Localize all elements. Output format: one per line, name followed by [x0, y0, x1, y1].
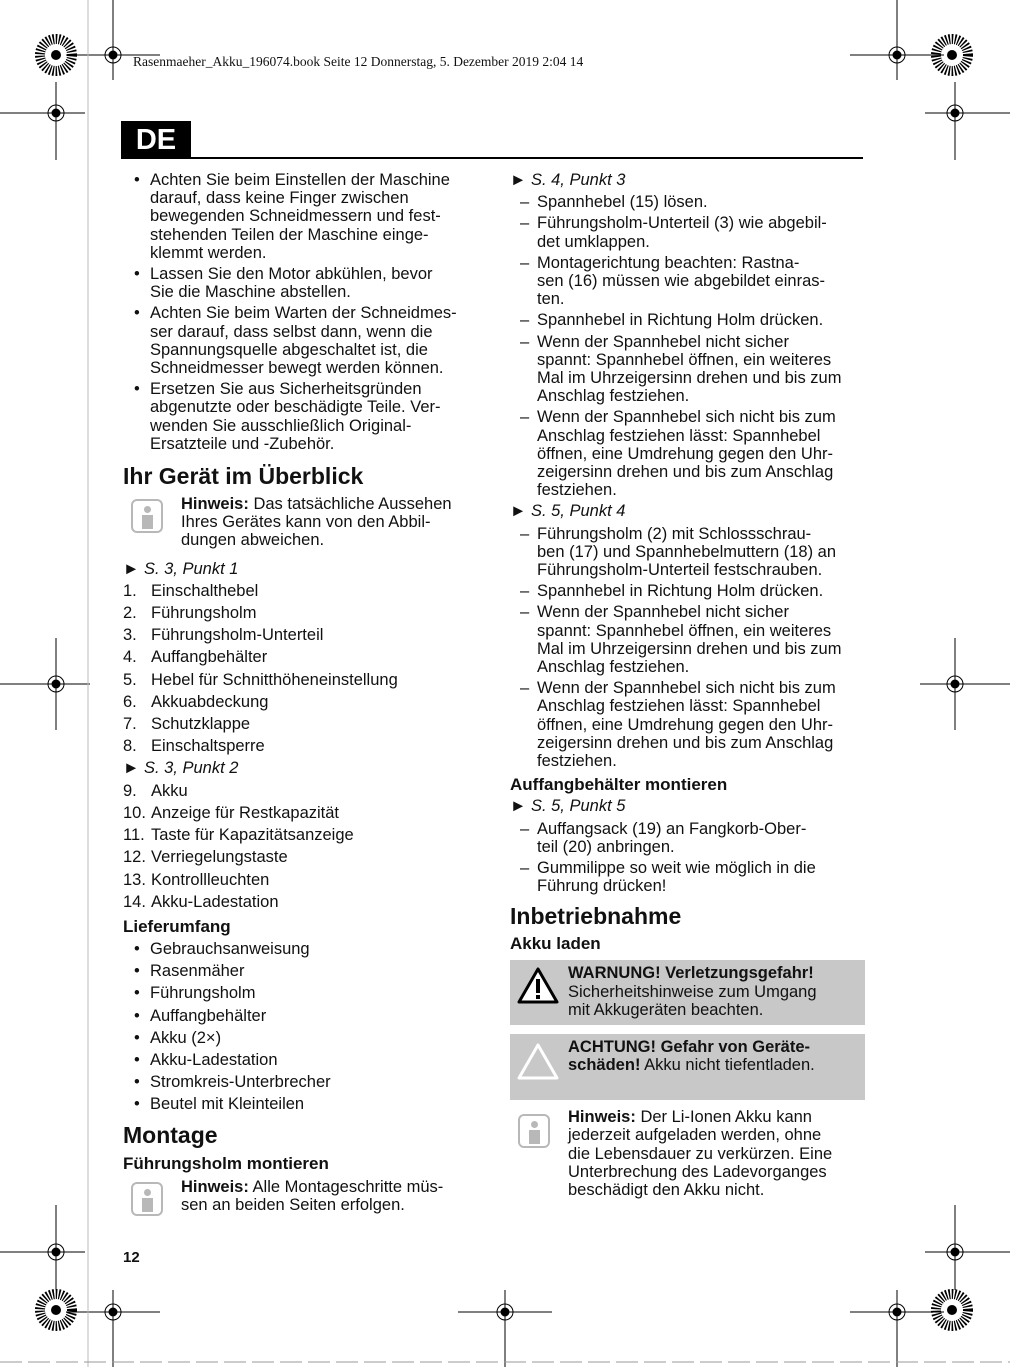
note-label: Hinweis: — [568, 1108, 636, 1127]
arrow-right-icon: ► — [510, 171, 527, 189]
caution-title: schäden! — [568, 1056, 641, 1075]
step-item: – Spannhebel (15) lösen. — [510, 193, 865, 211]
step-item: – Führungsholm (2) mit Schlossschrau- ben (17) und Spannhebelmuttern (18) an Führungsholm-Unterteil festschrauben. — [510, 525, 865, 580]
line: • Achten Sie beim Warten der Schneidmes- — [150, 304, 457, 323]
ref-text: S. 3, Punkt 2 — [143, 759, 239, 778]
line: darauf, dass keine Finger zwischen — [150, 189, 409, 208]
line: Sicherheitshinweise zum Umgang — [568, 982, 817, 1001]
line: stehenden Teilen der Maschine einge- — [150, 225, 429, 244]
line: bewegenden Schneidmessern und fest- — [150, 207, 441, 226]
list-item: 7. Schutzklappe — [123, 715, 251, 734]
info-icon — [510, 1108, 568, 1199]
list-item: 2. Führungsholm — [123, 604, 257, 623]
list-item: 9. Akku — [123, 781, 188, 800]
line: ser darauf, dass selbst dann, wenn die — [150, 322, 433, 341]
line: Schneidmesser bewegt werden können. — [150, 359, 444, 378]
steps-list-4 — [510, 525, 865, 771]
line: Unterbrechung des Ladevorganges — [568, 1162, 827, 1181]
line: jederzeit aufgeladen werden, ohne — [568, 1126, 822, 1145]
arrow-right-icon: ► — [123, 559, 140, 578]
list-item: • Führungsholm — [123, 984, 483, 1002]
step-item: – Führungsholm-Unterteil (3) wie abgebil- det umklappen. — [510, 214, 865, 250]
charge-note — [510, 1108, 865, 1199]
scope-heading: Lieferumfang — [123, 916, 231, 936]
line: Ersatzteile und -Zubehör. — [150, 434, 335, 453]
steps-list-5 — [510, 820, 865, 896]
list-item: 13. Kontrollleuchten — [123, 870, 270, 889]
caution-title: ACHTUNG! Gefahr von Geräte- — [568, 1037, 811, 1056]
step-item: – Wenn der Spannhebel nicht sicher spannt: Spannhebel öffnen, ein weiteres Mal im Uhrzeigersinn drehen und bis zum Anschlag festziehen. — [510, 333, 865, 406]
step-item: – Wenn der Spannhebel nicht sicher spannt: Spannhebel öffnen, ein weiteres Mal im Uhrzeigersinn drehen und bis zum Anschlag festziehen. — [510, 603, 865, 676]
safety-bullet — [123, 304, 483, 377]
line: • Lassen Sie den Motor abkühlen, bevor — [150, 265, 433, 284]
steps-list-3 — [510, 193, 865, 499]
safety-bullet — [123, 380, 483, 453]
step-item: – Spannhebel in Richtung Holm drücken. — [510, 582, 865, 600]
list-item: • Rasenmäher — [123, 962, 483, 980]
ref-text: S. 5, Punkt 4 — [530, 502, 626, 521]
line: abgenutzte oder beschädigte Teile. Ver- — [150, 398, 441, 417]
safety-bullet — [123, 171, 483, 262]
list-item: • Beutel mit Kleinteilen — [123, 1095, 483, 1113]
caution-text: Akku nicht tiefentladen. — [644, 1056, 815, 1075]
overview-note — [123, 495, 483, 550]
list-item: • Akku (2×) — [123, 1029, 483, 1047]
line: klemmt werden. — [150, 243, 267, 262]
language-tab: DE — [121, 121, 191, 159]
arrow-right-icon: ► — [123, 759, 140, 778]
step-item: – Wenn der Spannhebel sich nicht bis zum Anschlag festziehen lässt: Spannhebel öffnen, eine Umdrehung gegen den Uhr- zeigersinn drehen und bis zum Anschlag festziehen. — [510, 408, 865, 499]
figure-ref — [510, 502, 865, 520]
figure-ref — [510, 171, 865, 189]
list-item: 14. Akku-Ladestation — [123, 892, 279, 911]
list-item: • Auffangbehälter — [123, 1007, 483, 1025]
warning-icon — [510, 964, 568, 1019]
step-item: – Auffangsack (19) an Fangkorb-Ober- teil (20) anbringen. — [510, 820, 865, 856]
holm-heading: Führungsholm montieren — [123, 1153, 329, 1173]
parts-list-1 — [123, 582, 483, 756]
warning-title: WARNUNG! Verletzungsgefahr! — [568, 964, 814, 983]
holm-note — [123, 1178, 483, 1216]
step-item: – Spannhebel in Richtung Holm drücken. — [510, 311, 865, 329]
line: wenden Sie ausschließlich Original- — [150, 416, 412, 435]
list-item: 11. Taste für Kapazitätsanzeige — [123, 826, 354, 845]
list-item: 1. Einschalthebel — [123, 581, 259, 600]
warning-box — [510, 960, 865, 1025]
list-item: 8. Einschaltsperre — [123, 737, 265, 756]
list-item: 3. Führungsholm-Unterteil — [123, 626, 324, 645]
list-item: 12. Verriegelungstaste — [123, 848, 288, 867]
line: mit Akkugeräten beachten. — [568, 1000, 764, 1019]
caution-icon — [510, 1038, 568, 1086]
figure-ref — [123, 759, 483, 777]
line: Spannungsquelle abgeschaltet ist, die — [150, 340, 428, 359]
line: Sie die Maschine abstellen. — [150, 283, 351, 302]
info-icon — [123, 495, 181, 550]
list-item: • Stromkreis-Unterbrecher — [123, 1073, 483, 1091]
list-item: 4. Auffangbehälter — [123, 648, 268, 667]
arrow-right-icon: ► — [510, 797, 527, 816]
header-rule — [121, 157, 863, 159]
line: • Ersetzen Sie aus Sicherheitsgründen — [150, 380, 422, 399]
safety-bullet — [123, 265, 483, 301]
note-label: Hinweis: — [181, 495, 249, 514]
line: • Achten Sie beim Einstellen der Maschine — [150, 171, 450, 189]
overview-heading: Ihr Gerät im Überblick — [123, 463, 364, 490]
note-label: Hinweis: — [181, 1177, 249, 1196]
line: Ihres Gerätes kann von den Abbil- — [181, 513, 431, 532]
caution-box — [510, 1034, 865, 1100]
line: die Lebensdauer zu verkürzen. Eine — [568, 1144, 833, 1163]
page-number: 12 — [123, 1249, 140, 1266]
print-header: Rasenmaeher_Akku_196074.book Seite 12 Donnerstag, 5. Dezember 2019 2:04 14 — [133, 54, 584, 69]
step-item: – Gummilippe so weit wie möglich in die Führung drücken! — [510, 859, 865, 895]
step-item: – Montagerichtung beachten: Rastna- sen (16) müssen wie abgebildet einras- ten. — [510, 254, 865, 309]
line: beschädigt den Akku nicht. — [568, 1180, 765, 1199]
line: sen an beiden Seiten erfolgen. — [181, 1195, 405, 1214]
info-icon — [123, 1178, 181, 1216]
list-item: 5. Hebel für Schnitthöheneinstellung — [123, 670, 398, 689]
arrow-right-icon: ► — [510, 502, 527, 521]
list-item: • Akku-Ladestation — [123, 1051, 483, 1069]
figure-ref — [510, 797, 865, 815]
ref-text: S. 3, Punkt 1 — [143, 559, 239, 578]
safety-list — [123, 171, 483, 453]
step-item: – Wenn der Spannhebel sich nicht bis zum Anschlag festziehen lässt: Spannhebel öffnen, eine Umdrehung gegen den Uhr- zeigersinn drehen und bis zum Anschlag festziehen. — [510, 679, 865, 770]
list-item: 10. Anzeige für Restkapazität — [123, 803, 340, 822]
list-item: • Gebrauchsanweisung — [123, 940, 483, 958]
scope-list — [123, 940, 483, 1114]
left-column — [123, 171, 483, 1216]
list-item: 6. Akkuabdeckung — [123, 692, 269, 711]
catcher-heading: Auffangbehälter montieren — [510, 775, 728, 795]
charge-heading: Akku laden — [510, 934, 601, 954]
ref-text: S. 4, Punkt 3 — [530, 171, 626, 189]
figure-ref — [123, 560, 483, 578]
parts-list-2 — [123, 782, 483, 911]
line: Der Li-Ionen Akku kann — [640, 1108, 812, 1127]
line: Alle Montageschritte müs- — [252, 1177, 444, 1196]
line: Das tatsächliche Aussehen — [253, 495, 452, 514]
line: dungen abweichen. — [181, 531, 325, 550]
startup-heading: Inbetriebnahme — [510, 903, 682, 930]
montage-heading: Montage — [123, 1121, 218, 1148]
right-column — [510, 171, 865, 1199]
ref-text: S. 5, Punkt 5 — [530, 797, 626, 816]
